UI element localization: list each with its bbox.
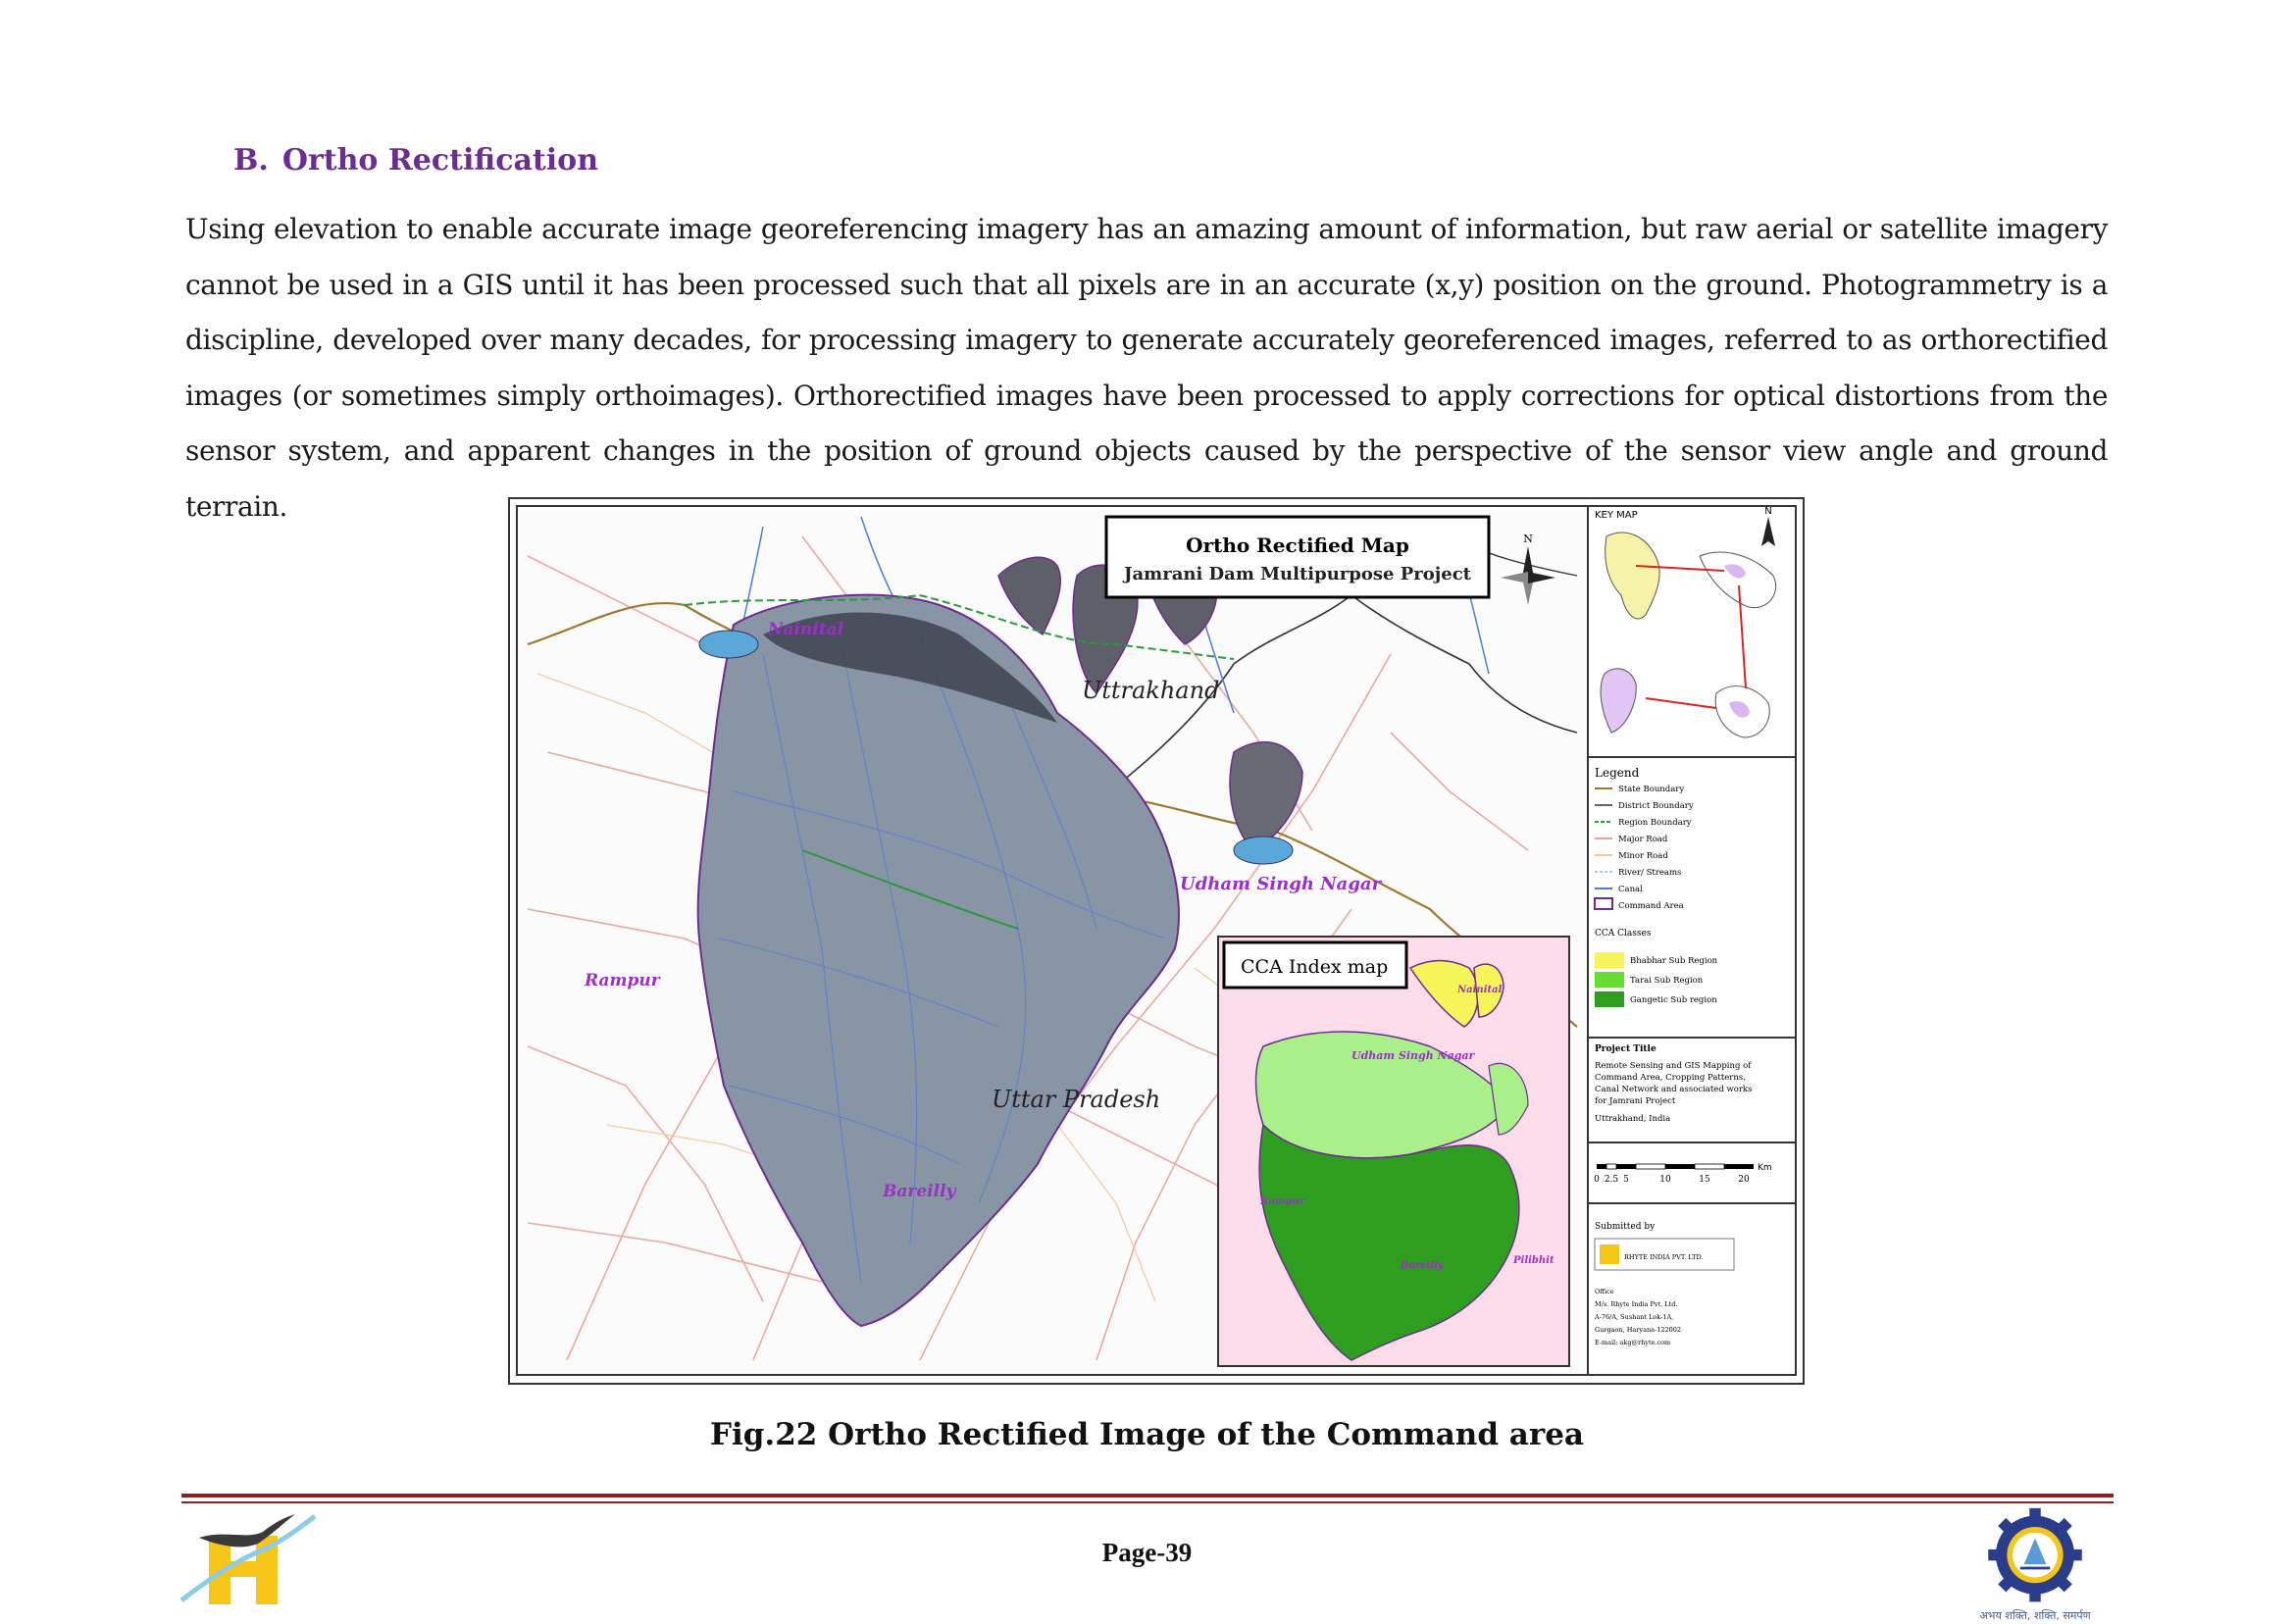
section-letter: B.: [233, 143, 269, 178]
cca-index-inset: [1218, 937, 1569, 1366]
section-title: Ortho Rectification: [281, 143, 599, 178]
map-title: Ortho Rectified Map: [1186, 533, 1409, 557]
svg-text:Region Boundary: Region Boundary: [1618, 818, 1692, 828]
label-nainital: Nainital: [768, 620, 844, 639]
figure-caption: Fig.22 Ortho Rectified Image of the Command area: [709, 1417, 1585, 1452]
label-uttrakhand: Uttrakhand: [1082, 677, 1220, 704]
key-map-title: KEY MAP: [1595, 510, 1638, 521]
svg-text:20: 20: [1738, 1175, 1750, 1185]
side-panel: [1588, 506, 1796, 1375]
body-paragraph: Using elevation to enable accurate image georeferencing imagery has an amazing amount of information, but raw aerial or satellite imagery cannot be used in a GIS until it has been processed such that all pixels are in an accurate (x,y) position on the ground. Photogrammetry is a discipline, developed over many decades, for processing imagery to generate accurately georeferenced images, referred to as orthorectified images (or sometimes simply orthoimages). Orthorectified images have been processed to apply corrections for optical distortions from the sensor system, and apparent changes in the position of ground objects caused by the perspective of the sensor view angle and ground terrain.: [185, 213, 2108, 523]
svg-text:Bhabhar Sub Region: Bhabhar Sub Region: [1630, 956, 1718, 966]
inset-title: CCA Index map: [1241, 956, 1389, 978]
svg-text:N: N: [1764, 506, 1772, 517]
svg-text:E-mail: akg@rhyte.com: E-mail: akg@rhyte.com: [1595, 1339, 1671, 1346]
company-name: RHYTE INDIA PVT. LTD.: [1624, 1253, 1704, 1261]
svg-text:2.5: 2.5: [1604, 1175, 1619, 1185]
svg-text:Command Area: Command Area: [1618, 901, 1684, 911]
svg-text:River/ Streams: River/ Streams: [1618, 868, 1682, 878]
section-heading: [233, 143, 598, 178]
svg-text:0: 0: [1594, 1175, 1600, 1185]
inset-label-bareilly: Bareilly: [1401, 1260, 1444, 1271]
label-udham-singh-nagar: Udham Singh Nagar: [1180, 874, 1382, 894]
svg-text:N: N: [1523, 533, 1533, 545]
svg-text:Command Area, Cropping Pattern: Command Area, Cropping Patterns,: [1595, 1073, 1746, 1083]
legend-title: Legend: [1595, 766, 1640, 780]
inset-label-rampur: Rampur: [1260, 1196, 1305, 1207]
svg-text:Km: Km: [1758, 1163, 1772, 1173]
svg-text:5: 5: [1623, 1175, 1629, 1185]
svg-text:10: 10: [1659, 1175, 1671, 1185]
label-rampur: Rampur: [585, 971, 660, 990]
inset-label-pilibhit: Pilibhit: [1513, 1255, 1555, 1266]
svg-text:Minor Road: Minor Road: [1618, 851, 1668, 861]
map-subtitle: Jamrani Dam Multipurpose Project: [1123, 564, 1472, 584]
svg-text:15: 15: [1699, 1175, 1710, 1185]
svg-text:A-76/A, Sushant Lok-1A,: A-76/A, Sushant Lok-1A,: [1595, 1313, 1674, 1321]
map-title-box: [1106, 517, 1489, 597]
svg-text:Remote Sensing and GIS Mapping: Remote Sensing and GIS Mapping of: [1595, 1061, 1752, 1071]
svg-text:M/s. Rhyte India Pvt. Ltd.: M/s. Rhyte India Pvt. Ltd.: [1595, 1300, 1678, 1308]
svg-text:Uttrakhand, India: Uttrakhand, India: [1595, 1114, 1671, 1124]
label-uttar-pradesh: Uttar Pradesh: [992, 1086, 1161, 1113]
emblem-logo: [1971, 1506, 2099, 1624]
svg-text:Gangetic Sub region: Gangetic Sub region: [1630, 995, 1717, 1005]
svg-text:Major Road: Major Road: [1618, 835, 1668, 844]
inset-label-nainital: Nainital: [1457, 985, 1503, 995]
svg-text:State Boundary: State Boundary: [1618, 785, 1685, 794]
submitted-by-heading: Submitted by: [1595, 1222, 1656, 1232]
ortho-rectified-map-figure: [508, 497, 1805, 1385]
svg-text:for Jamrani Project: for Jamrani Project: [1595, 1096, 1676, 1106]
cog-emblem-icon: [1971, 1506, 2099, 1609]
svg-text:Canal: Canal: [1618, 885, 1643, 894]
svg-text:Gurgaon, Haryana-122002: Gurgaon, Haryana-122002: [1595, 1326, 1682, 1334]
svg-text:District Boundary: District Boundary: [1618, 801, 1694, 811]
svg-text:Canal Network and associated w: Canal Network and associated works: [1595, 1085, 1753, 1094]
footer-rule-thick: [181, 1494, 2114, 1497]
inset-label-udham: Udham Singh Nagar: [1351, 1049, 1475, 1062]
svg-text:Office: Office: [1595, 1288, 1614, 1295]
emblem-motto: अभय शक्ति, शक्ति, समर्पण: [1979, 1609, 2091, 1622]
project-title-heading: Project Title: [1595, 1044, 1657, 1054]
footer-rule-thin: [181, 1501, 2114, 1503]
page-number: Page-39: [1101, 1538, 1193, 1567]
cca-classes-title: CCA Classes: [1595, 929, 1652, 939]
svg-text:Tarai Sub Region: Tarai Sub Region: [1630, 976, 1704, 986]
label-bareilly: Bareilly: [883, 1182, 956, 1201]
